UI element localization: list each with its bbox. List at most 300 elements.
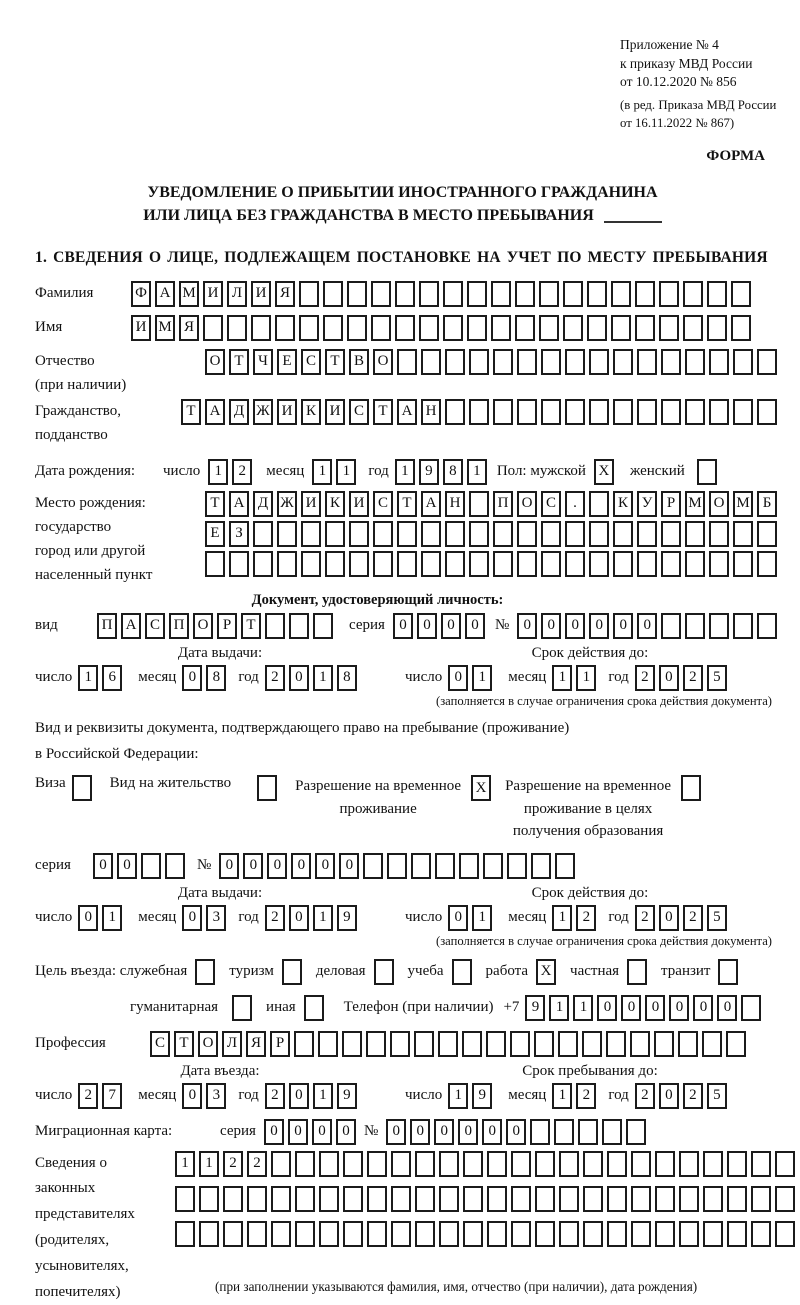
char-cell[interactable]: А (229, 491, 249, 517)
char-cell[interactable]: Л (222, 1031, 242, 1057)
char-cell[interactable] (613, 399, 633, 425)
char-cell[interactable] (493, 521, 513, 547)
char-cell[interactable]: 0 (659, 1083, 679, 1109)
char-cell[interactable] (679, 1186, 699, 1212)
char-cell[interactable] (775, 1221, 795, 1247)
char-cell[interactable] (613, 551, 633, 577)
char-cell[interactable] (685, 551, 705, 577)
char-cell[interactable] (414, 1031, 434, 1057)
char-cell[interactable]: 1 (467, 459, 487, 485)
char-cell[interactable]: И (277, 399, 297, 425)
purpose-business-checkbox[interactable] (374, 959, 394, 985)
char-cell[interactable]: 5 (707, 1083, 727, 1109)
char-cell[interactable] (707, 315, 727, 341)
char-cell[interactable] (469, 521, 489, 547)
char-cell[interactable] (487, 1151, 507, 1177)
char-cell[interactable] (539, 315, 559, 341)
char-cell[interactable]: 0 (264, 1119, 284, 1145)
char-cell[interactable]: 2 (576, 1083, 596, 1109)
char-cell[interactable]: 9 (419, 459, 439, 485)
char-cell[interactable] (535, 1186, 555, 1212)
char-cell[interactable] (367, 1221, 387, 1247)
char-cell[interactable]: Т (205, 491, 225, 517)
char-cell[interactable]: С (150, 1031, 170, 1057)
char-cell[interactable]: Т (174, 1031, 194, 1057)
char-cell[interactable]: И (131, 315, 151, 341)
char-cell[interactable] (325, 551, 345, 577)
char-cell[interactable]: Н (421, 399, 441, 425)
char-cell[interactable] (299, 281, 319, 307)
char-cell[interactable] (175, 1221, 195, 1247)
char-cell[interactable] (395, 315, 415, 341)
char-cell[interactable] (271, 1221, 291, 1247)
char-cell[interactable]: 1 (549, 995, 569, 1021)
purpose-study-checkbox[interactable] (452, 959, 472, 985)
char-cell[interactable]: Д (229, 399, 249, 425)
char-cell[interactable] (294, 1031, 314, 1057)
char-cell[interactable] (626, 1119, 646, 1145)
char-cell[interactable]: 8 (206, 665, 226, 691)
char-cell[interactable] (275, 315, 295, 341)
char-cell[interactable]: Ч (253, 349, 273, 375)
char-cell[interactable] (325, 521, 345, 547)
char-cell[interactable] (685, 521, 705, 547)
char-cell[interactable]: 0 (465, 613, 485, 639)
char-cell[interactable]: 0 (339, 853, 359, 879)
char-cell[interactable] (491, 315, 511, 341)
char-cell[interactable] (733, 613, 753, 639)
char-cell[interactable] (679, 1151, 699, 1177)
char-cell[interactable]: 0 (448, 905, 468, 931)
char-cell[interactable] (415, 1186, 435, 1212)
char-cell[interactable] (559, 1151, 579, 1177)
char-cell[interactable]: Я (246, 1031, 266, 1057)
char-cell[interactable]: 0 (458, 1119, 478, 1145)
char-cell[interactable]: Е (205, 521, 225, 547)
char-cell[interactable]: М (179, 281, 199, 307)
char-cell[interactable] (397, 551, 417, 577)
char-cell[interactable]: 0 (288, 1119, 308, 1145)
char-cell[interactable] (554, 1119, 574, 1145)
char-cell[interactable]: 2 (683, 665, 703, 691)
char-cell[interactable]: 0 (219, 853, 239, 879)
char-cell[interactable] (223, 1186, 243, 1212)
char-cell[interactable]: 1 (313, 665, 333, 691)
char-cell[interactable]: 0 (93, 853, 113, 879)
char-cell[interactable] (411, 853, 431, 879)
char-cell[interactable] (515, 315, 535, 341)
char-cell[interactable] (175, 1186, 195, 1212)
char-cell[interactable] (635, 315, 655, 341)
char-cell[interactable] (555, 853, 575, 879)
char-cell[interactable]: Т (229, 349, 249, 375)
char-cell[interactable] (319, 1151, 339, 1177)
char-cell[interactable]: 0 (565, 613, 585, 639)
char-cell[interactable] (265, 613, 285, 639)
char-cell[interactable] (515, 281, 535, 307)
char-cell[interactable] (583, 1151, 603, 1177)
char-cell[interactable] (661, 349, 681, 375)
char-cell[interactable]: П (169, 613, 189, 639)
char-cell[interactable] (253, 551, 273, 577)
char-cell[interactable]: 2 (223, 1151, 243, 1177)
char-cell[interactable] (637, 521, 657, 547)
char-cell[interactable]: 0 (717, 995, 737, 1021)
char-cell[interactable]: И (301, 491, 321, 517)
char-cell[interactable] (511, 1151, 531, 1177)
char-cell[interactable] (659, 315, 679, 341)
char-cell[interactable]: 1 (552, 665, 572, 691)
char-cell[interactable] (602, 1119, 622, 1145)
char-cell[interactable]: 0 (289, 1083, 309, 1109)
char-cell[interactable]: М (685, 491, 705, 517)
char-cell[interactable]: 0 (182, 1083, 202, 1109)
char-cell[interactable] (271, 1151, 291, 1177)
char-cell[interactable] (511, 1186, 531, 1212)
char-cell[interactable]: 3 (206, 905, 226, 931)
char-cell[interactable] (685, 399, 705, 425)
char-cell[interactable] (463, 1186, 483, 1212)
char-cell[interactable]: Ж (253, 399, 273, 425)
char-cell[interactable]: 0 (597, 995, 617, 1021)
char-cell[interactable]: В (349, 349, 369, 375)
char-cell[interactable] (343, 1221, 363, 1247)
char-cell[interactable] (606, 1031, 626, 1057)
char-cell[interactable] (299, 315, 319, 341)
char-cell[interactable] (439, 1186, 459, 1212)
char-cell[interactable] (445, 399, 465, 425)
purpose-work-checkbox[interactable]: X (536, 959, 556, 985)
female-checkbox[interactable] (697, 459, 717, 485)
char-cell[interactable]: 0 (434, 1119, 454, 1145)
char-cell[interactable]: 1 (448, 1083, 468, 1109)
char-cell[interactable]: 0 (289, 665, 309, 691)
char-cell[interactable] (397, 349, 417, 375)
char-cell[interactable] (349, 521, 369, 547)
char-cell[interactable] (635, 281, 655, 307)
char-cell[interactable] (703, 1186, 723, 1212)
purpose-private-checkbox[interactable] (627, 959, 647, 985)
char-cell[interactable] (419, 281, 439, 307)
char-cell[interactable] (559, 1186, 579, 1212)
char-cell[interactable] (295, 1151, 315, 1177)
char-cell[interactable] (727, 1186, 747, 1212)
char-cell[interactable] (462, 1031, 482, 1057)
char-cell[interactable] (733, 551, 753, 577)
char-cell[interactable] (491, 281, 511, 307)
char-cell[interactable]: Н (445, 491, 465, 517)
char-cell[interactable]: И (349, 491, 369, 517)
purpose-other-checkbox[interactable] (304, 995, 324, 1021)
char-cell[interactable] (589, 551, 609, 577)
char-cell[interactable]: 1 (472, 665, 492, 691)
char-cell[interactable] (247, 1186, 267, 1212)
char-cell[interactable] (535, 1151, 555, 1177)
char-cell[interactable] (487, 1221, 507, 1247)
purpose-official-checkbox[interactable] (195, 959, 215, 985)
temp-residence-checkbox[interactable]: X (471, 775, 491, 801)
char-cell[interactable]: Б (757, 491, 777, 517)
char-cell[interactable] (534, 1031, 554, 1057)
char-cell[interactable]: О (193, 613, 213, 639)
char-cell[interactable] (493, 551, 513, 577)
char-cell[interactable] (757, 521, 777, 547)
char-cell[interactable] (349, 551, 369, 577)
char-cell[interactable] (439, 1221, 459, 1247)
char-cell[interactable] (751, 1151, 771, 1177)
purpose-transit-checkbox[interactable] (718, 959, 738, 985)
char-cell[interactable]: 0 (386, 1119, 406, 1145)
char-cell[interactable]: 0 (659, 905, 679, 931)
char-cell[interactable] (419, 315, 439, 341)
purpose-humanitarian-checkbox[interactable] (232, 995, 252, 1021)
char-cell[interactable] (347, 281, 367, 307)
char-cell[interactable]: 1 (313, 905, 333, 931)
char-cell[interactable]: М (733, 491, 753, 517)
char-cell[interactable]: 5 (707, 665, 727, 691)
char-cell[interactable] (655, 1151, 675, 1177)
char-cell[interactable] (319, 1221, 339, 1247)
char-cell[interactable] (277, 551, 297, 577)
char-cell[interactable]: Д (253, 491, 273, 517)
char-cell[interactable] (141, 853, 161, 879)
char-cell[interactable] (733, 399, 753, 425)
char-cell[interactable] (251, 315, 271, 341)
char-cell[interactable] (583, 1186, 603, 1212)
char-cell[interactable] (371, 315, 391, 341)
char-cell[interactable] (607, 1151, 627, 1177)
char-cell[interactable] (731, 281, 751, 307)
char-cell[interactable] (517, 521, 537, 547)
char-cell[interactable]: 2 (683, 1083, 703, 1109)
char-cell[interactable]: 1 (175, 1151, 195, 1177)
char-cell[interactable] (559, 1221, 579, 1247)
char-cell[interactable] (709, 521, 729, 547)
char-cell[interactable] (703, 1151, 723, 1177)
char-cell[interactable] (563, 281, 583, 307)
char-cell[interactable] (731, 315, 751, 341)
char-cell[interactable] (655, 1221, 675, 1247)
char-cell[interactable]: 0 (182, 665, 202, 691)
char-cell[interactable]: Л (227, 281, 247, 307)
char-cell[interactable]: Р (270, 1031, 290, 1057)
char-cell[interactable]: 2 (635, 905, 655, 931)
char-cell[interactable]: К (325, 491, 345, 517)
char-cell[interactable] (727, 1151, 747, 1177)
char-cell[interactable] (611, 315, 631, 341)
char-cell[interactable]: Ж (277, 491, 297, 517)
char-cell[interactable] (741, 995, 761, 1021)
char-cell[interactable]: 0 (621, 995, 641, 1021)
char-cell[interactable] (367, 1186, 387, 1212)
char-cell[interactable] (702, 1031, 722, 1057)
char-cell[interactable]: 0 (78, 905, 98, 931)
char-cell[interactable] (435, 853, 455, 879)
char-cell[interactable] (295, 1186, 315, 1212)
char-cell[interactable] (535, 1221, 555, 1247)
char-cell[interactable]: 0 (393, 613, 413, 639)
char-cell[interactable] (709, 349, 729, 375)
char-cell[interactable] (703, 1221, 723, 1247)
char-cell[interactable] (565, 399, 585, 425)
char-cell[interactable]: 0 (693, 995, 713, 1021)
char-cell[interactable]: 1 (472, 905, 492, 931)
char-cell[interactable] (395, 281, 415, 307)
char-cell[interactable]: 0 (417, 613, 437, 639)
char-cell[interactable] (679, 1221, 699, 1247)
char-cell[interactable]: 1 (78, 665, 98, 691)
char-cell[interactable] (507, 853, 527, 879)
char-cell[interactable]: 0 (410, 1119, 430, 1145)
char-cell[interactable] (271, 1186, 291, 1212)
char-cell[interactable] (565, 521, 585, 547)
char-cell[interactable]: 1 (208, 459, 228, 485)
char-cell[interactable] (289, 613, 309, 639)
char-cell[interactable]: 9 (337, 905, 357, 931)
char-cell[interactable] (558, 1031, 578, 1057)
char-cell[interactable]: У (637, 491, 657, 517)
char-cell[interactable] (199, 1186, 219, 1212)
char-cell[interactable]: И (251, 281, 271, 307)
char-cell[interactable]: П (493, 491, 513, 517)
char-cell[interactable] (637, 551, 657, 577)
char-cell[interactable]: 2 (247, 1151, 267, 1177)
char-cell[interactable]: С (541, 491, 561, 517)
char-cell[interactable] (438, 1031, 458, 1057)
char-cell[interactable] (313, 613, 333, 639)
char-cell[interactable] (757, 613, 777, 639)
char-cell[interactable] (391, 1186, 411, 1212)
char-cell[interactable] (469, 491, 489, 517)
char-cell[interactable] (565, 551, 585, 577)
char-cell[interactable]: Я (179, 315, 199, 341)
char-cell[interactable]: 7 (102, 1083, 122, 1109)
char-cell[interactable] (445, 349, 465, 375)
char-cell[interactable]: 0 (589, 613, 609, 639)
char-cell[interactable] (541, 551, 561, 577)
char-cell[interactable] (373, 551, 393, 577)
char-cell[interactable]: 0 (645, 995, 665, 1021)
char-cell[interactable] (733, 521, 753, 547)
char-cell[interactable] (685, 349, 705, 375)
char-cell[interactable] (517, 399, 537, 425)
char-cell[interactable] (631, 1221, 651, 1247)
char-cell[interactable] (229, 551, 249, 577)
char-cell[interactable]: 0 (289, 905, 309, 931)
char-cell[interactable]: . (565, 491, 585, 517)
char-cell[interactable] (371, 281, 391, 307)
char-cell[interactable] (613, 349, 633, 375)
char-cell[interactable] (582, 1031, 602, 1057)
char-cell[interactable]: 6 (102, 665, 122, 691)
char-cell[interactable]: 2 (265, 905, 285, 931)
char-cell[interactable]: 2 (265, 1083, 285, 1109)
char-cell[interactable] (295, 1221, 315, 1247)
char-cell[interactable]: Р (217, 613, 237, 639)
char-cell[interactable]: А (397, 399, 417, 425)
char-cell[interactable] (493, 399, 513, 425)
char-cell[interactable] (203, 315, 223, 341)
char-cell[interactable]: О (709, 491, 729, 517)
char-cell[interactable] (366, 1031, 386, 1057)
visa-checkbox[interactable] (72, 775, 92, 801)
char-cell[interactable]: 0 (315, 853, 335, 879)
char-cell[interactable] (517, 349, 537, 375)
char-cell[interactable]: 0 (482, 1119, 502, 1145)
char-cell[interactable] (709, 551, 729, 577)
char-cell[interactable] (589, 521, 609, 547)
char-cell[interactable]: 2 (78, 1083, 98, 1109)
char-cell[interactable] (493, 349, 513, 375)
char-cell[interactable] (467, 281, 487, 307)
char-cell[interactable] (439, 1151, 459, 1177)
char-cell[interactable]: 0 (659, 665, 679, 691)
char-cell[interactable]: 9 (472, 1083, 492, 1109)
char-cell[interactable] (387, 853, 407, 879)
char-cell[interactable]: О (517, 491, 537, 517)
char-cell[interactable] (445, 551, 465, 577)
char-cell[interactable] (301, 521, 321, 547)
char-cell[interactable] (541, 399, 561, 425)
char-cell[interactable]: 2 (635, 665, 655, 691)
char-cell[interactable]: И (325, 399, 345, 425)
char-cell[interactable] (517, 551, 537, 577)
char-cell[interactable]: Ф (131, 281, 151, 307)
char-cell[interactable] (611, 281, 631, 307)
char-cell[interactable]: 2 (232, 459, 252, 485)
char-cell[interactable] (373, 521, 393, 547)
char-cell[interactable]: О (373, 349, 393, 375)
char-cell[interactable]: 5 (707, 905, 727, 931)
char-cell[interactable] (775, 1186, 795, 1212)
char-cell[interactable] (733, 349, 753, 375)
char-cell[interactable] (727, 1221, 747, 1247)
char-cell[interactable]: 1 (576, 665, 596, 691)
char-cell[interactable] (510, 1031, 530, 1057)
char-cell[interactable] (751, 1186, 771, 1212)
char-cell[interactable] (661, 521, 681, 547)
char-cell[interactable] (421, 551, 441, 577)
char-cell[interactable]: М (155, 315, 175, 341)
char-cell[interactable]: Т (373, 399, 393, 425)
char-cell[interactable]: А (421, 491, 441, 517)
char-cell[interactable]: Я (275, 281, 295, 307)
char-cell[interactable] (565, 349, 585, 375)
char-cell[interactable] (367, 1151, 387, 1177)
char-cell[interactable]: С (145, 613, 165, 639)
char-cell[interactable] (630, 1031, 650, 1057)
char-cell[interactable]: 0 (336, 1119, 356, 1145)
char-cell[interactable] (583, 1221, 603, 1247)
char-cell[interactable] (631, 1151, 651, 1177)
char-cell[interactable] (391, 1151, 411, 1177)
char-cell[interactable] (661, 399, 681, 425)
char-cell[interactable] (531, 853, 551, 879)
char-cell[interactable] (541, 521, 561, 547)
char-cell[interactable] (363, 853, 383, 879)
char-cell[interactable] (483, 853, 503, 879)
char-cell[interactable] (589, 399, 609, 425)
char-cell[interactable] (607, 1186, 627, 1212)
char-cell[interactable] (631, 1186, 651, 1212)
char-cell[interactable] (751, 1221, 771, 1247)
char-cell[interactable]: Е (277, 349, 297, 375)
char-cell[interactable]: 0 (291, 853, 311, 879)
char-cell[interactable]: И (203, 281, 223, 307)
char-cell[interactable] (775, 1151, 795, 1177)
char-cell[interactable] (227, 315, 247, 341)
char-cell[interactable]: 1 (395, 459, 415, 485)
